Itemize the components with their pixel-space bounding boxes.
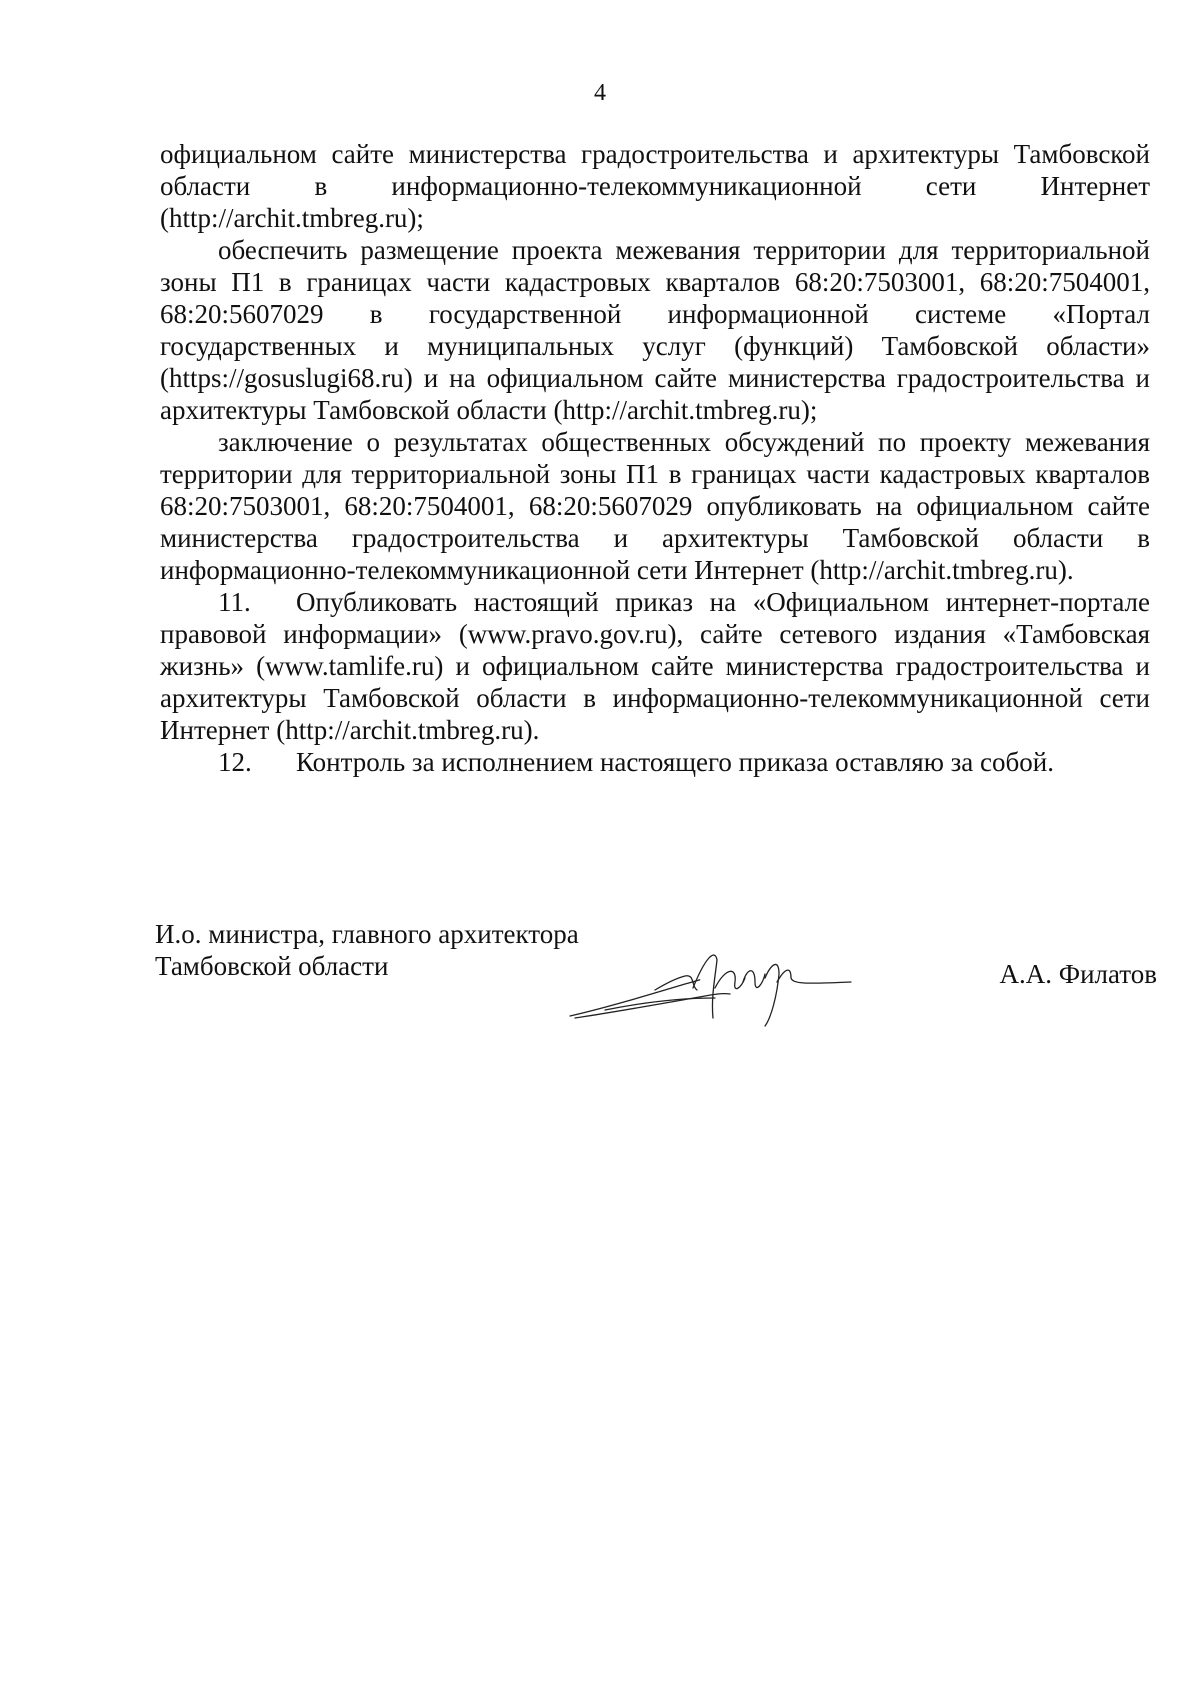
item-12-number: 12. <box>218 747 252 777</box>
signatory-position-line-2: Тамбовской области <box>155 951 389 981</box>
item-11-text: Опубликовать настоящий приказ на «Официальном интернет-портале правовой информации» (www.pravo.gov.ru), сайте сетевого издания «Тамбовская жизнь» (www.tamlife.ru) и официальном сайте министерства градостроительства и архитектуры Тамбовской области в информационно-телекоммуникационной сети Интернет (http://archit.tmbreg.ru). <box>160 587 1150 745</box>
page-number: 4 <box>594 80 606 106</box>
document-body <box>160 138 1150 778</box>
item-12 <box>160 746 1150 778</box>
paragraph-conclusion: заключение о результатах общественных обсуждений по проекту межевания территории для территориальной зоны П1 в границах части кадастровых кварталов 68:20:7503001, 68:20:7504001, 68:20:5607029 опубликовать на официальном сайте министерства градостроительства и архитектуры Тамбовской области в информационно-телекоммуникационной сети Интернет (http://archit.tmbreg.ru). <box>160 427 1150 585</box>
item-11-number: 11. <box>218 587 251 617</box>
signatory-position <box>155 918 579 982</box>
signature-block <box>155 918 1155 1038</box>
handwritten-signature <box>565 938 865 1028</box>
item-12-text: Контроль за исполнением настоящего приказа оставляю за собой. <box>296 747 1054 777</box>
item-11 <box>160 586 1150 746</box>
signatory-name: А.А. Филатов <box>999 959 1157 989</box>
paragraph-publication-site: официальном сайте министерства градостроительства и архитектуры Тамбовской области в информационно-телекоммуникационной сети Интернет (http://archit.tmbreg.ru); <box>160 139 1150 233</box>
paragraph-ensure-placement: обеспечить размещение проекта межевания территории для территориальной зоны П1 в границах части кадастровых кварталов 68:20:7503001, 68:20:7504001, 68:20:5607029 в государственной информационной системе «Портал государственных и муниципальных услуг (функций) Тамбовской области» (https://gosuslugi68.ru) и на официальном сайте министерства градостроительства и архитектуры Тамбовской области (http://archit.tmbreg.ru); <box>160 235 1150 425</box>
signatory-position-line-1: И.о. министра, главного архитектора <box>155 919 579 949</box>
